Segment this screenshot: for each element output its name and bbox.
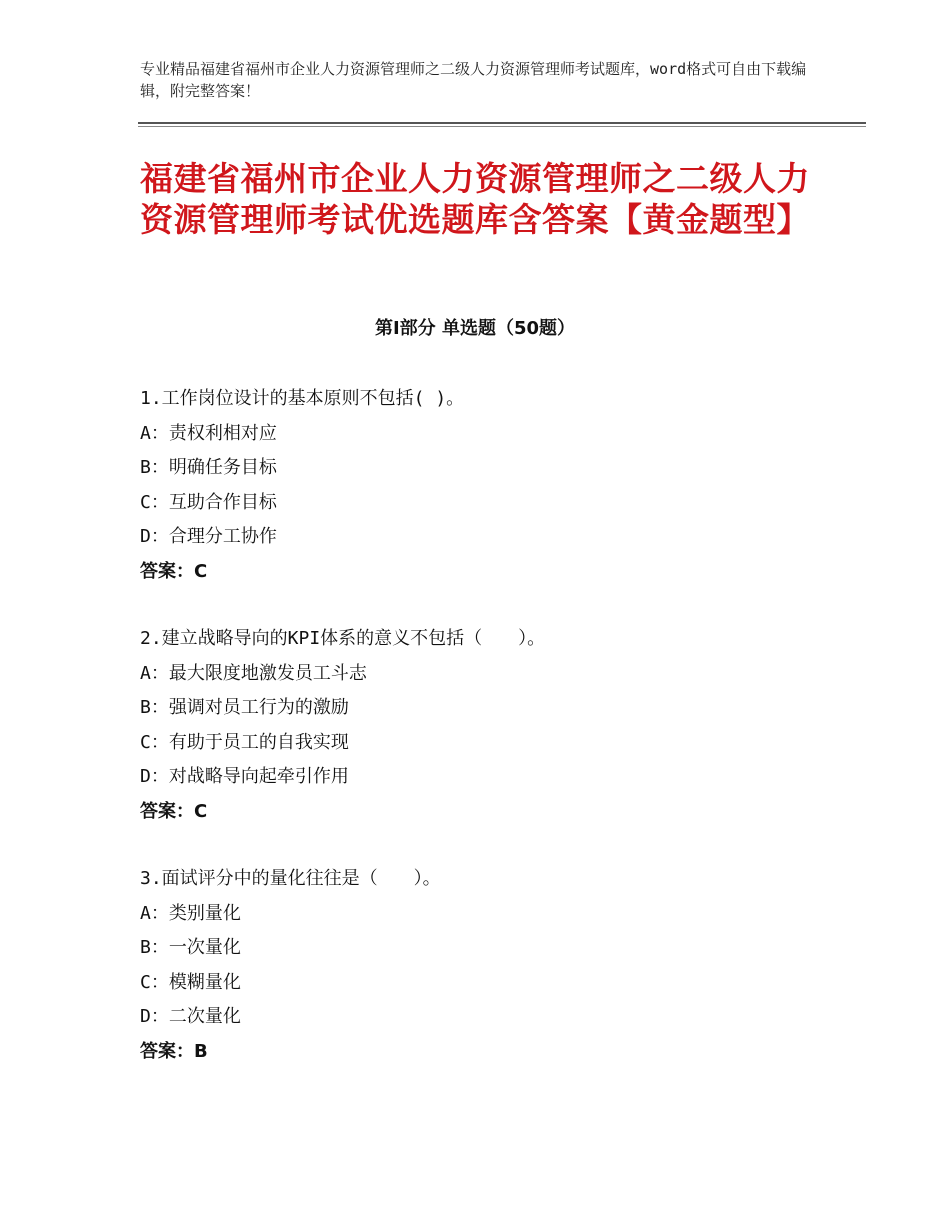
question-1	[140, 382, 820, 589]
document-title: 福建省福州市企业人力资源管理师之二级人力资源管理师考试优选题库含答案【黄金题型】	[140, 159, 810, 239]
header-rule-thick	[138, 122, 866, 124]
question-2	[140, 622, 820, 829]
option-c: C：有助于员工的自我实现	[140, 731, 349, 753]
option-d: D：二次量化	[140, 1006, 241, 1027]
question-list	[140, 382, 820, 1102]
section-title: 第Ⅰ部分 单选题（50题）	[374, 318, 575, 339]
document-header-note: 专业精品福建省福州市企业人力资源管理师之二级人力资源管理师考试题库，word格式可自由下载编辑，附完整答案！	[140, 60, 807, 100]
option-d: D：对战略导向起牵引作用	[140, 766, 349, 787]
option-b: B：一次量化	[140, 937, 241, 958]
option-a: A：最大限度地激发员工斗志	[140, 662, 367, 684]
option-c: C：互助合作目标	[140, 491, 277, 513]
option-c: C：模糊量化	[140, 971, 241, 993]
header-rule-thin	[138, 126, 866, 127]
answer: 答案：C	[140, 800, 208, 822]
question-stem: 1.工作岗位设计的基本原则不包括( )。	[140, 388, 465, 409]
option-b: B：强调对员工行为的激励	[140, 697, 349, 718]
question-stem: 2.建立战略导向的KPI体系的意义不包括（ ）。	[140, 628, 546, 649]
option-a: A：责权利相对应	[140, 422, 277, 444]
question-stem: 3.面试评分中的量化往往是（ ）。	[140, 868, 441, 889]
option-a: A：类别量化	[140, 902, 241, 924]
question-3	[140, 862, 820, 1069]
answer: 答案：B	[140, 1040, 208, 1062]
option-d: D：合理分工协作	[140, 526, 277, 547]
answer: 答案：C	[140, 560, 208, 582]
option-b: B：明确任务目标	[140, 457, 277, 478]
